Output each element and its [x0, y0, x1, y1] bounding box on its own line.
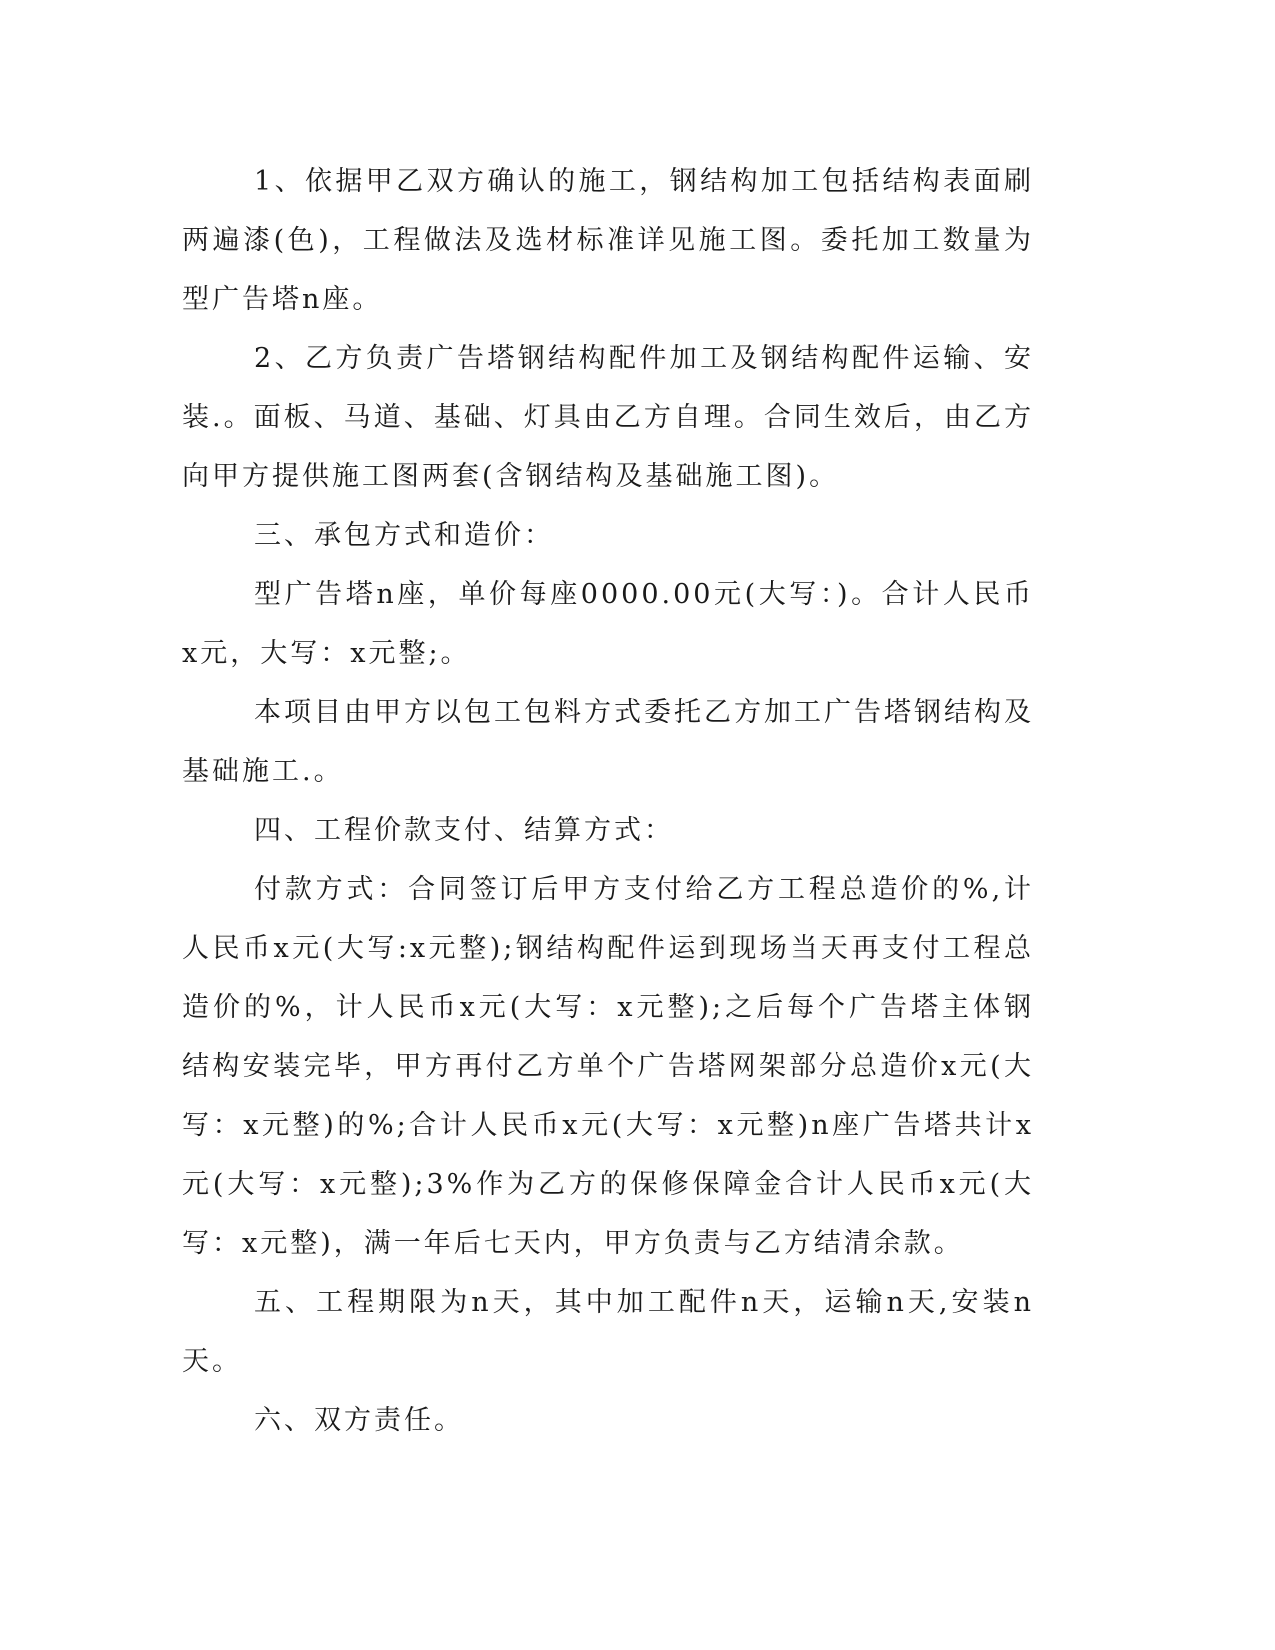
section-heading-contract-method: 三、承包方式和造价：	[254, 520, 554, 551]
paragraph-unit-price: 型广告塔n座，单价每座0000.00元(大写：)。合计人民币x元，大写：x元整;。	[182, 579, 1034, 669]
paragraph-project-scope: 本项目由甲方以包工包料方式委托乙方加工广告塔钢结构及基础施工.。	[182, 697, 1034, 787]
section-heading-responsibilities: 六、双方责任。	[254, 1405, 464, 1436]
section-heading-payment: 四、工程价款支付、结算方式：	[254, 815, 674, 846]
paragraph-payment-terms: 付款方式：合同签订后甲方支付给乙方工程总造价的%,计人民币x元(大写:x元整);钢结构配件运到现场当天再支付工程总造价的%，计人民币x元(大写：x元整);之后每个广告塔主体钢结构安装完毕，甲方再付乙方单个广告塔网架部分总造价x元(大写：x元整)的%;合计人民币x元(大写：x元整)n座广告塔共计x元(大写：x元整);3%作为乙方的保修保障金合计人民币x元(大写：x元整)，满一年后七天内，甲方负责与乙方结清余款。	[182, 874, 1034, 1259]
paragraph-party-b-responsibility: 2、乙方负责广告塔钢结构配件加工及钢结构配件运输、安装.。面板、马道、基础、灯具由乙方自理。合同生效后，由乙方向甲方提供施工图两套(含钢结构及基础施工图)。	[182, 343, 1034, 492]
document-body	[182, 152, 1034, 1450]
paragraph-processing-scope: 1、依据甲乙双方确认的施工，钢结构加工包括结构表面刷两遍漆(色)，工程做法及选材标准详见施工图。委托加工数量为型广告塔n座。	[182, 166, 1034, 315]
paragraph-project-duration: 五、工程期限为n天，其中加工配件n天，运输n天,安装n天。	[182, 1287, 1034, 1377]
